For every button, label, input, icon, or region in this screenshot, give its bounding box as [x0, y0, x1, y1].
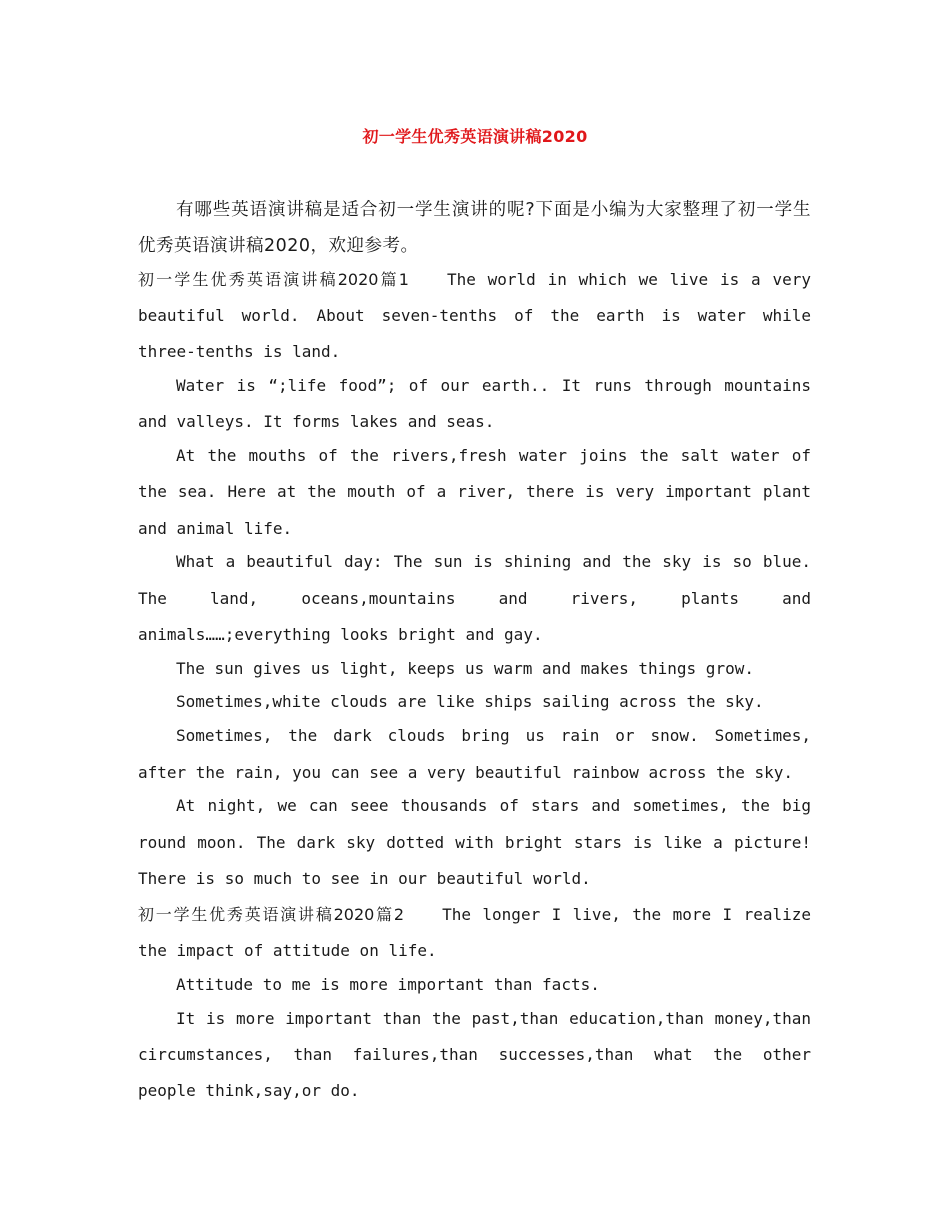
section-1-paragraph: At night, we can seee thousands of stars and sometimes, the big round moon. The dark sky dotted with bright stars is like a picture! There is so much to see in our beautiful world. [138, 796, 811, 888]
section-1-paragraph: Water is “;life food”; of our earth.. It runs through mountains and valleys. It forms lakes and seas. [138, 376, 811, 432]
section-1-paragraph: Sometimes,white clouds are like ships sailing across the sky. [176, 692, 764, 712]
section-1-paragraph: Sometimes, the dark clouds bring us rain or snow. Sometimes, after the rain, you can see a very beautiful rainbow across the sky. [138, 726, 811, 782]
document-title: 初一学生优秀英语演讲稿2020 [362, 127, 588, 146]
section-1-paragraph: At the mouths of the rivers,fresh water joins the salt water of the sea. Here at the mouth of a river, there is very important plant and animal life. [138, 446, 811, 538]
document-body [138, 192, 811, 1109]
section-1-lead [138, 262, 811, 371]
section-2-first-paragraph: The longer I live, the more I realize the impact of attitude on life. [138, 904, 811, 961]
section-2-heading: 初一学生优秀英语演讲稿2020篇2 [138, 904, 405, 924]
section-2-paragraph: Attitude to me is more important than facts. [176, 974, 600, 994]
section-1-paragraph: The sun gives us light, keeps us warm and makes things grow. [176, 658, 754, 678]
section-1-first-paragraph: The world in which we live is a very beautiful world. About seven-tenths of the earth is water while three-tenths is land. [138, 270, 811, 362]
section-2-paragraph: It is more important than the past,than education,than money,than circumstances, than failures,than successes,than what the other people think,say,or do. [138, 1008, 811, 1101]
section-1-heading: 初一学生优秀英语演讲稿2020篇1 [138, 270, 409, 289]
section-1-paragraph: What a beautiful day: The sun is shining and the sky is so blue. The land, oceans,mountains and rivers, plants and animals……;everything looks bright and gay. [138, 552, 811, 644]
intro-paragraph: 有哪些英语演讲稿是适合初一学生演讲的呢?下面是小编为大家整理了初一学生优秀英语演讲稿2020，欢迎参考。 [138, 200, 811, 256]
section-2-lead [138, 897, 811, 969]
